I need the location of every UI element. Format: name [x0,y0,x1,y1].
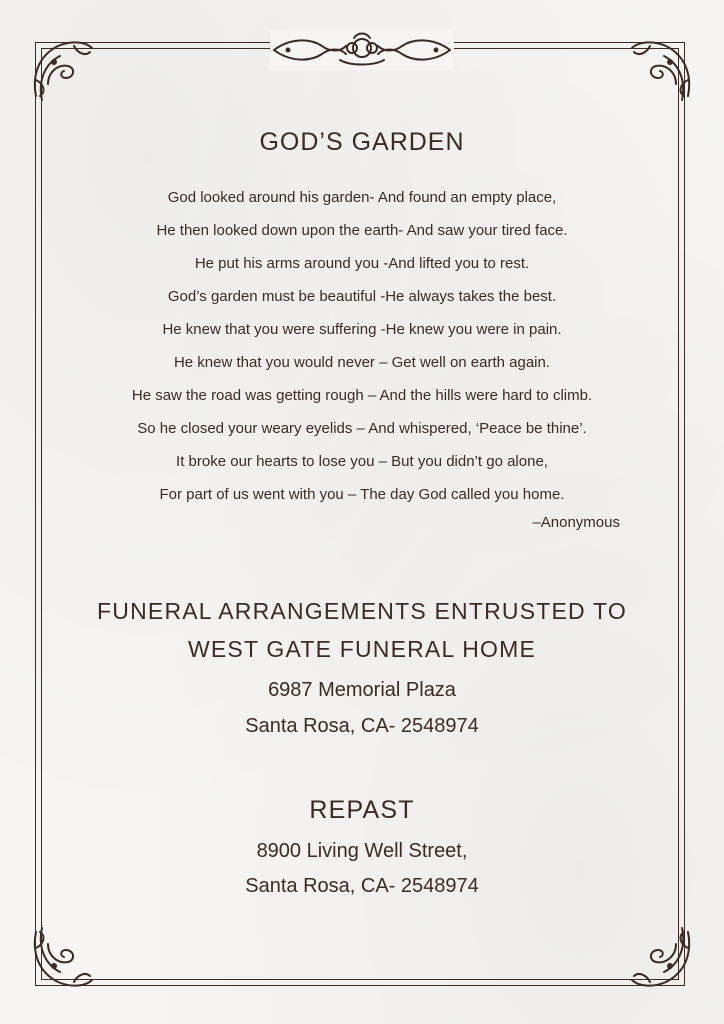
poem-line: God looked around his garden- And found an empty place, [167,189,557,206]
poem-line: He then looked down upon the earth- And saw your tired face. [156,222,568,239]
poem-attribution: –Anonymous [532,514,620,531]
poem-line: God’s garden must be beautiful -He always takes the best. [167,288,557,305]
poem-line: For part of us went with you – The day God called you home. [159,486,565,503]
corner-scroll-ornament-bottom-left-icon [28,922,98,992]
poem-line: It broke our hearts to lose you – But you didn’t go alone, [176,453,548,470]
corner-scroll-ornament-top-right-icon [626,36,696,106]
poem-line: He saw the road was getting rough – And the hills were hard to climb. [131,387,593,404]
funeral-home-address-line1: 6987 Memorial Plaza [268,679,456,701]
repast-address-line1: 8900 Living Well Street, [256,840,468,862]
corner-scroll-ornament-bottom-right-icon [626,922,696,992]
poem-line: He knew that you were suffering -He knew you were in pain. [162,321,562,338]
repast-address-line2: Santa Rosa, CA- 2548974 [245,875,479,897]
poem-body [60,184,664,514]
poem-title: GOD’S GARDEN [259,128,465,156]
top-flourish-ornament-icon [270,30,454,70]
poem-line: So he closed your weary eyelids – And whispered, ‘Peace be thine’. [137,420,587,437]
corner-scroll-ornament-top-left-icon [28,36,98,106]
poem-line: He knew that you would never – Get well on earth again. [173,354,551,371]
arrangements-heading-line2: WEST GATE FUNERAL HOME [187,636,536,662]
repast-heading: REPAST [309,796,415,824]
funeral-home-address-line2: Santa Rosa, CA- 2548974 [245,715,479,737]
arrangements-heading-line1: FUNERAL ARRANGEMENTS ENTRUSTED TO [97,598,627,624]
poem-line: He put his arms around you -And lifted you to rest. [194,255,530,272]
